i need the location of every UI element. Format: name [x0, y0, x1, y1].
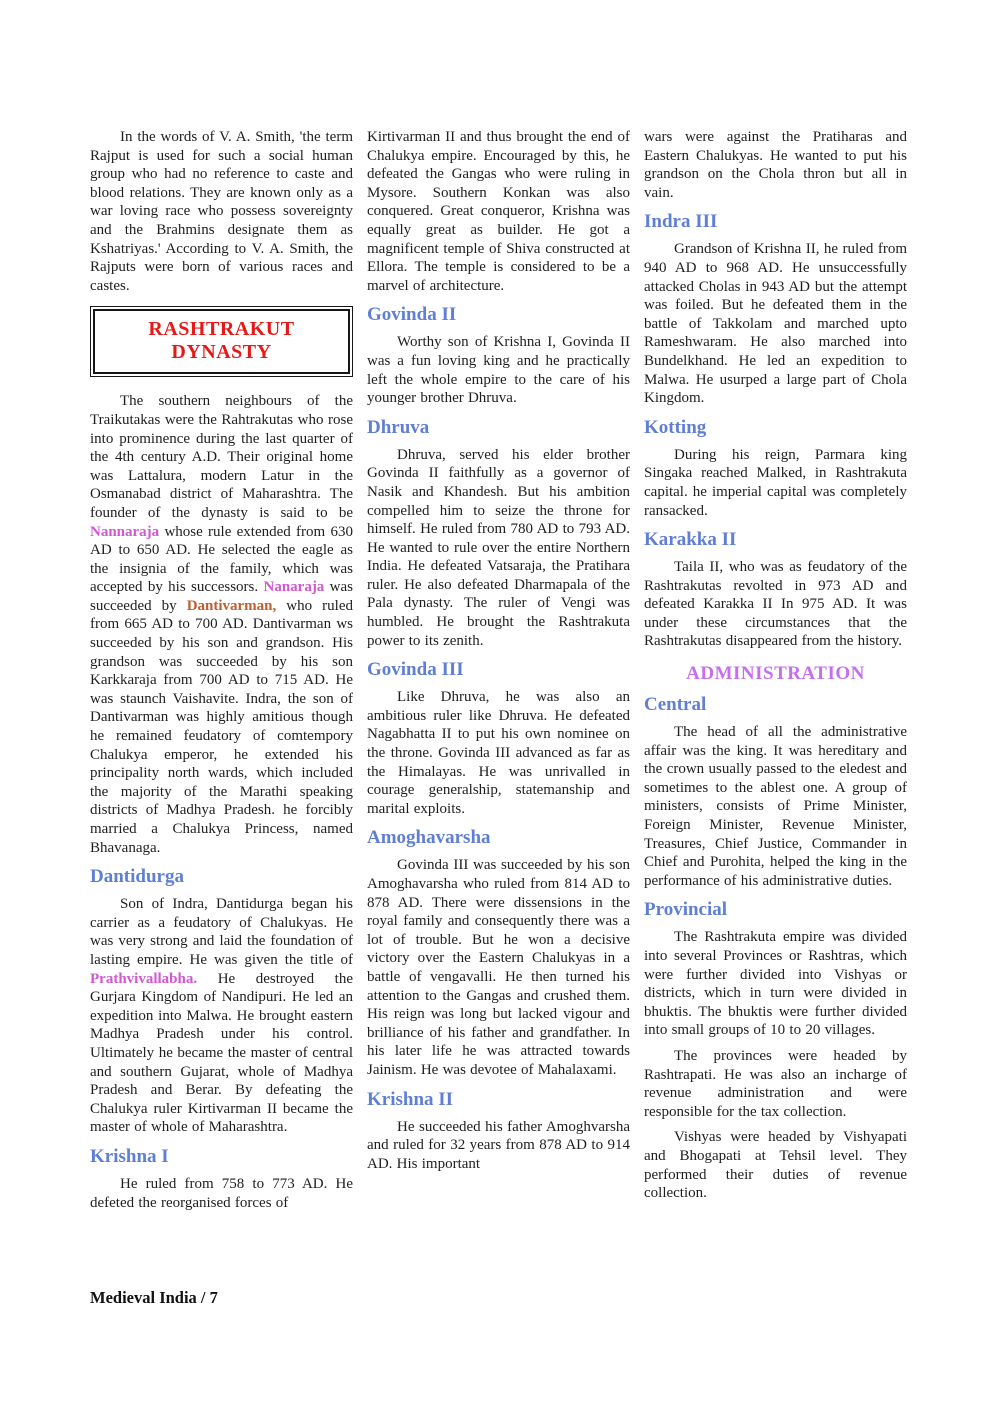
paragraph: [90, 1175, 353, 1212]
dynasty-title-line: DYNASTY: [171, 341, 272, 364]
paragraph: [644, 240, 907, 407]
highlighted-name: Nannaraja: [90, 523, 160, 540]
page-footer: Medieval India / 7: [90, 1288, 218, 1307]
body-text: Dhruva, served his elder brother Govinda II faithfully as a governor of Nasik and Khandesh. But his ambition compelled him to seize the throne for himself. He ruled from 780 AD to 793 AD. He wanted to rule over the entire Northern India. He defeated Vatsaraja, the Pratihara ruler. He also defeated Dharmapala of the Pala dynasty. The ruler of Vengi was humbled. He brought the Rashtrakuta power to its zenith.: [367, 446, 630, 649]
paragraph: [644, 1047, 907, 1121]
section-heading: Central: [644, 694, 707, 716]
body-text: The southern neighbours of the Traikutakas were the Rahtrakutas who rose into prominence during the last quarter of the 4th century A.D. Their original home was Lattalura, modern Latur in the Osmanabad district of Maharashtra. The founder of the dynasty is said to be: [90, 393, 353, 521]
highlighted-name: Prathvivallabha.: [90, 970, 198, 987]
body-text: Worthy son of Krishna I, Govinda II was a fun loving king and he practically left the whole empire to the care of his younger brother Dhruva.: [367, 334, 630, 407]
paragraph: [367, 688, 630, 818]
section-heading: Amoghavarsha: [367, 827, 491, 849]
body-text: He succeeded his father Amoghvarsha and ruled for 32 years from 878 AD to 914 AD. His important: [367, 1118, 630, 1172]
paragraph: [644, 558, 907, 651]
body-text: Like Dhruva, he was also an ambitious ruler like Dhruva. He defeated Nagabhatta II to put his own nominee on the throne. Govinda III advanced as far as the Himalayas. He was unrivalled in courage generalship, statemanship and marital exploits.: [367, 689, 630, 817]
paragraph: [90, 895, 353, 1137]
paragraph: [644, 928, 907, 1040]
body-text: who ruled from 665 AD to 700 AD. Dantivarman ws succeeded by his son and grandson. His grandson was succeeded by his son Karkkaraja from 700 AD to 715 AD. He was staunch Vaishavite. Indra, the son of Dantivarman was highly amitious though he remained feudatory of comtempory Chalukya emperor, he extended his principality north wards, which included the majority of the Marathi speaking districts of Madhya Pradesh. he forcibly married a Chalukya Princess, named Bhavanaga.: [90, 597, 353, 856]
paragraph: [644, 723, 907, 890]
body-text: Grandson of Krishna II, he ruled from 940 AD to 968 AD. He unsuccessfully attacked Cholas in 943 AD but the attempt was foiled. But he defeated them in the battle of Takkolam and marched upto Rameshwaram. He also marched into Bundelkhand. He led an expedition to Malwa. He usurped a large part of Chola Kingdom.: [644, 241, 907, 407]
section-heading: Dantidurga: [90, 866, 184, 888]
body-text: Son of Indra, Dantidurga began his carrier as a feudatory of Chalukyas. He was very strong and laid the foundation of lasting empire. He was given the title of: [90, 896, 353, 968]
body-text: whose rule extended from 630 AD to 650 AD. He selected the eagle as the insignia of the family, which was accepted by his successors.: [90, 523, 353, 596]
body-text: He ruled from 758 to 773 AD. He defeted the reorganised forces of: [90, 1175, 353, 1211]
body-text: The provinces were headed by Rashtrapati. He was also an incharge of revenue administration and were responsible for the tax collection.: [644, 1047, 907, 1120]
body-text: Taila II, who was as feudatory of the Rashtrakutas revolted in 973 AD and defeated Karakka II In 975 AD. It was under these circumstances that the Rashtrakutas disappeared from the history.: [644, 559, 907, 650]
section-heading: Krishna II: [367, 1088, 454, 1110]
body-text: During his reign, Parmara king Singaka reached Malked, in Rashtrakuta capital. he imperial capital was completely ransacked.: [644, 446, 907, 519]
paragraph: [367, 333, 630, 407]
body-text: wars were against the Pratiharas and Eastern Chalukyas. He wanted to put his grandson on the Chola thron but all in vain.: [644, 129, 907, 201]
body-text: In the words of V. A. Smith, 'the term Rajput is used for such a social human group who had no reference to caste and blood relations. They are known only as a war loving race who possess sovereignty and the Brahmins designate them as Kshatriyas.' According to V. A. Smith, the Rajputs were born of various races and castes.: [90, 129, 353, 294]
section-heading: Kotting: [644, 416, 707, 438]
paragraph: [644, 128, 907, 202]
administration-heading: ADMINISTRATION: [686, 663, 865, 685]
section-heading: Govinda III: [367, 659, 464, 681]
paragraph: [367, 856, 630, 1079]
section-heading: Provincial: [644, 899, 728, 921]
body-text: Vishyas were headed by Vishyapati and Bhogapati at Tehsil level. They performed their duties of revenue collection.: [644, 1129, 907, 1202]
section-heading: Karakka II: [644, 529, 737, 551]
section-heading: Indra III: [644, 211, 718, 233]
page-content: [90, 128, 906, 1219]
section-heading: Krishna I: [90, 1145, 169, 1167]
body-text: was succeeded by: [90, 579, 354, 614]
paragraph: [644, 446, 907, 520]
paragraph: [367, 128, 630, 295]
body-text: Govinda III was succeeded by his son Amoghavarsha who ruled from 814 AD to 878 AD. There were dissensions in the royal family and consequently there was a lot of trouble. But he won a decisive victory over the Eastern Chalukyas in a battle of vengavalli. He then turned his attention to the Gangas and crushed them. His reign was long but lacked vigour and brilliance of his father and grandfather. In his later life he was attracted towards Jainism. He was devotee of Mahalaxami.: [367, 857, 630, 1078]
highlighted-name: Dantivarman,: [186, 597, 277, 614]
dynasty-title-line: RASHTRAKUT: [148, 318, 295, 341]
body-text: The head of all the administrative affair was the king. It was hereditary and the crown usually passed to the eledest and sometimes to the ablest one. A group of ministers, consists of Prime Minister, Foreign Minister, Revenue Minister, Treasures, Chief Justice, Commander in Chief and Purohita, helped the king in the performance of his administrative duties.: [644, 724, 907, 889]
left-column: [90, 128, 353, 1219]
paragraph: [90, 392, 353, 857]
right-column: [644, 128, 907, 1219]
dynasty-title-box: [93, 309, 350, 374]
section-heading: Govinda II: [367, 304, 457, 326]
body-text: He destroyed the Gurjara Kingdom of Nandipuri. He led an expedition into Malwa. He brought eastern Madhya Pradesh under his control. Ultimately he became the master of central and southern Gujarat, whole of Madhya Pradesh and Berar. By defeating the Chalukya ruler Kirtivarman II became the master of whole of Maharashtra.: [90, 970, 353, 1136]
highlighted-name: Nanaraja: [263, 579, 325, 596]
middle-column: [367, 128, 630, 1219]
body-text: Kirtivarman II and thus brought the end of Chalukya empire. Encouraged by this, he defeated the Gangas who were ruling in Mysore. Southern Konkan was also conquered. Great conqueror, Krishna was equally great as builder. He got a magnificent temple of Shiva constructed at Ellora. The temple is considered to be a marvel of architecture.: [367, 129, 630, 294]
paragraph: [367, 446, 630, 651]
body-text: The Rashtrakuta empire was divided into several Provinces or Rashtras, which were further divided into Vishyas or districts, which in turn were divided in bhuktis. The bhuktis were further divided into small groups of 10 to 20 villages.: [644, 929, 907, 1039]
paragraph: [90, 128, 353, 295]
section-heading: Dhruva: [367, 416, 430, 438]
paragraph: [644, 1128, 907, 1202]
paragraph: [367, 1118, 630, 1174]
